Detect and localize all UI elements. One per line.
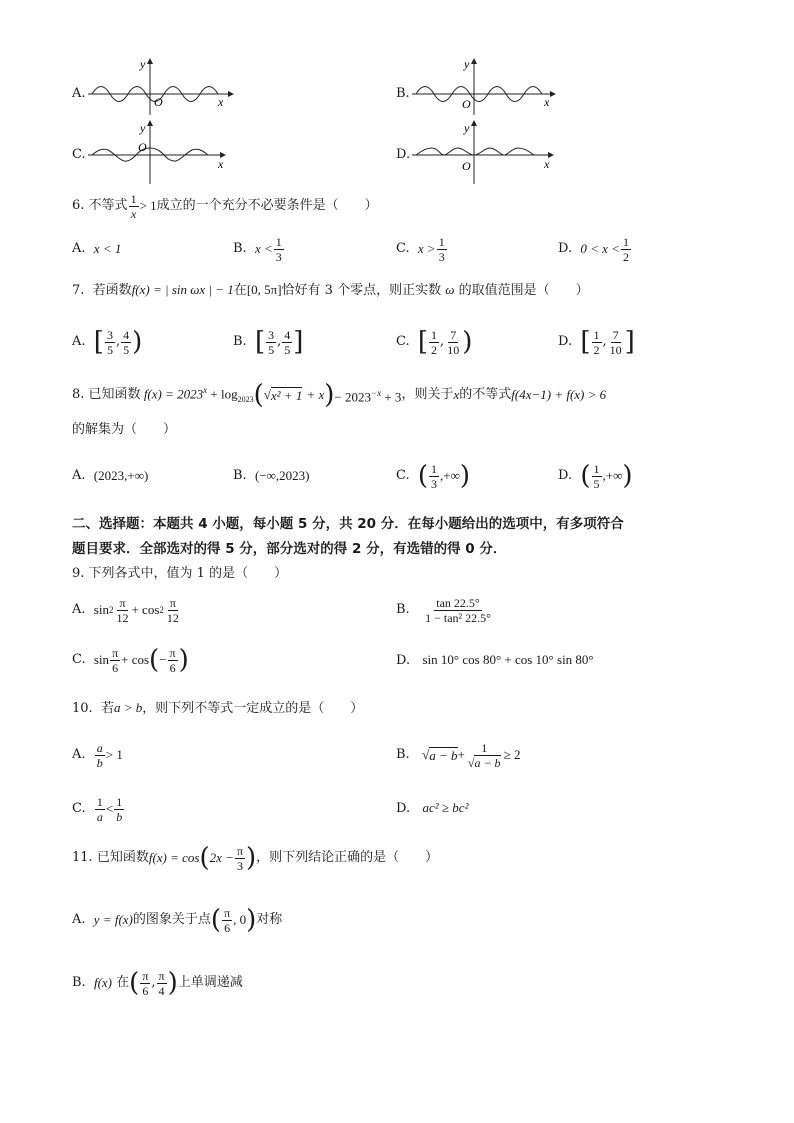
graph-a <box>88 58 238 116</box>
graph-b-o: O <box>462 97 471 111</box>
section2-heading-line2: 题目要求．全部选对的得 5 分，部分选对的得 2 分，有选错的得 0 分． <box>72 541 507 557</box>
section2-heading-line1: 二、选择题：本题共 4 小题，每小题 5 分，共 20 分．在每小题给出的选项中，有多项符合 <box>72 516 624 532</box>
q10-option-b[interactable]: B. √ a − b + $\frac{1}{√a - b}$ ≥ 2 <box>396 740 521 770</box>
graph-d <box>412 120 562 186</box>
q6-post: 成立的一个充分不必要条件是（ ） <box>156 198 378 213</box>
graph-d-label: D. <box>396 147 411 162</box>
graph-b-x: x <box>544 95 550 109</box>
graph-d-o: O <box>462 159 471 173</box>
q9-option-d[interactable]: D. sin 10° cos 80° + cos 10° sin 80° <box>396 652 594 668</box>
graph-c-label: C. <box>72 147 86 162</box>
q11-option-a[interactable]: A. y = f(x) 的图象关于点 ( $\frac{\pi}{6}$ , 0 ) 对称 <box>72 905 283 935</box>
q8-stem: 8. 已知函数 $f(x) = 2023^x + \log_{2023}$ ( √ x² + 1 + x ) − $2023^{-x} + 3$ ，则关于 x 的不等式 f(4x−1) + f(x) > 6 <box>72 380 607 410</box>
q6-option-c[interactable]: C. x > $\frac{1}{3}$ <box>396 234 445 264</box>
q7-stem: 7. 若函数f(x) = | sin ωx | − 1在[0, 5π]恰好有 3 个零点，则正实数 ω 的取值范围是（ ） <box>72 282 589 298</box>
q8-stem-line2: 的解集为（ ） <box>72 422 177 437</box>
graph-b-y: y <box>464 58 470 71</box>
graph-b <box>412 58 562 116</box>
q11-option-b[interactable]: B. f(x) 在 ( $\frac{\pi}{6}$ , $\frac{\pi}{4}$ ) 上单调递减 <box>72 968 243 998</box>
q8-option-b[interactable]: B. (−∞,2023) <box>233 468 310 483</box>
q10-option-c[interactable]: C. $\frac{1}{a}$ < $\frac{1}{b}$ <box>72 794 123 824</box>
q10-option-a[interactable]: A. $\frac{a}{b}$ > 1 <box>72 740 123 770</box>
q11-stem: 11. 已知函数 f(x) = cos ( 2x − $\frac{\pi}{3}$ ) ，则下列结论正确的是（ ） <box>72 843 439 873</box>
q7-option-d[interactable]: D. [ $\frac{1}{2}$ , $\frac{7}{10}$ ] <box>558 327 635 357</box>
q7-option-a[interactable]: A. [ $\frac{3}{5}$ , $\frac{4}{5}$ ) <box>72 327 143 357</box>
graph-c-y: y <box>140 121 146 135</box>
q6-option-d[interactable]: D. 0 < x < $\frac{1}{2}$ <box>558 234 629 264</box>
graph-a-o: O <box>154 95 163 109</box>
q6-option-a[interactable]: A. x < 1 <box>72 241 122 256</box>
q6-option-b[interactable]: B. x < $\frac{1}{3}$ <box>233 234 282 264</box>
q6-rel: > 1 <box>139 198 157 213</box>
q8-option-a[interactable]: A. (2023,+∞) <box>72 468 149 483</box>
q9-option-b[interactable]: B. $\frac{\tan 22.5^\circ}{\text{1 − tan² 22.5°}}$ <box>396 595 491 625</box>
q6-stem <box>72 189 378 223</box>
graph-c <box>88 120 238 186</box>
q10-stem: 10. 若a > b，则下列不等式一定成立的是（ ） <box>72 700 364 716</box>
q6-number: 6. <box>72 198 85 213</box>
q9-option-a[interactable]: A. sin 2 $\frac{\pi}{12}$ + cos 2 $\frac{\pi}{12}$ <box>72 595 179 625</box>
q6-fraction: $\frac{1}{x}$ <box>130 191 137 221</box>
q9-option-c[interactable]: C. sin $\frac{\pi}{6}$ + cos ( − $\frac{\pi}{6}$ ) <box>72 645 189 675</box>
q8-option-d[interactable]: D. ( $\frac{1}{5}$ ,+∞ ) <box>558 461 633 491</box>
graph-a-x: x <box>218 95 224 109</box>
q7-option-c[interactable]: C. [ $\frac{1}{2}$ , $\frac{7}{10}$ ) <box>396 327 473 357</box>
graph-a-y: y <box>140 58 146 71</box>
q9-stem: 9. 下列各式中，值为 1 的是（ ） <box>72 566 288 581</box>
graph-d-y: y <box>464 121 470 135</box>
graph-c-x: x <box>218 157 224 171</box>
q8-option-c[interactable]: C. ( $\frac{1}{3}$ ,+∞ ) <box>396 461 471 491</box>
graph-a-label: A. <box>72 86 86 101</box>
graph-b-label: B. <box>396 86 410 101</box>
graph-c-o: O <box>138 140 147 154</box>
graph-d-x: x <box>544 157 550 171</box>
q6-pre: 不等式 <box>88 198 128 213</box>
q7-option-b[interactable]: B. [ $\frac{3}{5}$ , $\frac{4}{5}$ ] <box>233 327 304 357</box>
q10-option-d[interactable]: D. ac² ≥ bc² <box>396 800 469 816</box>
